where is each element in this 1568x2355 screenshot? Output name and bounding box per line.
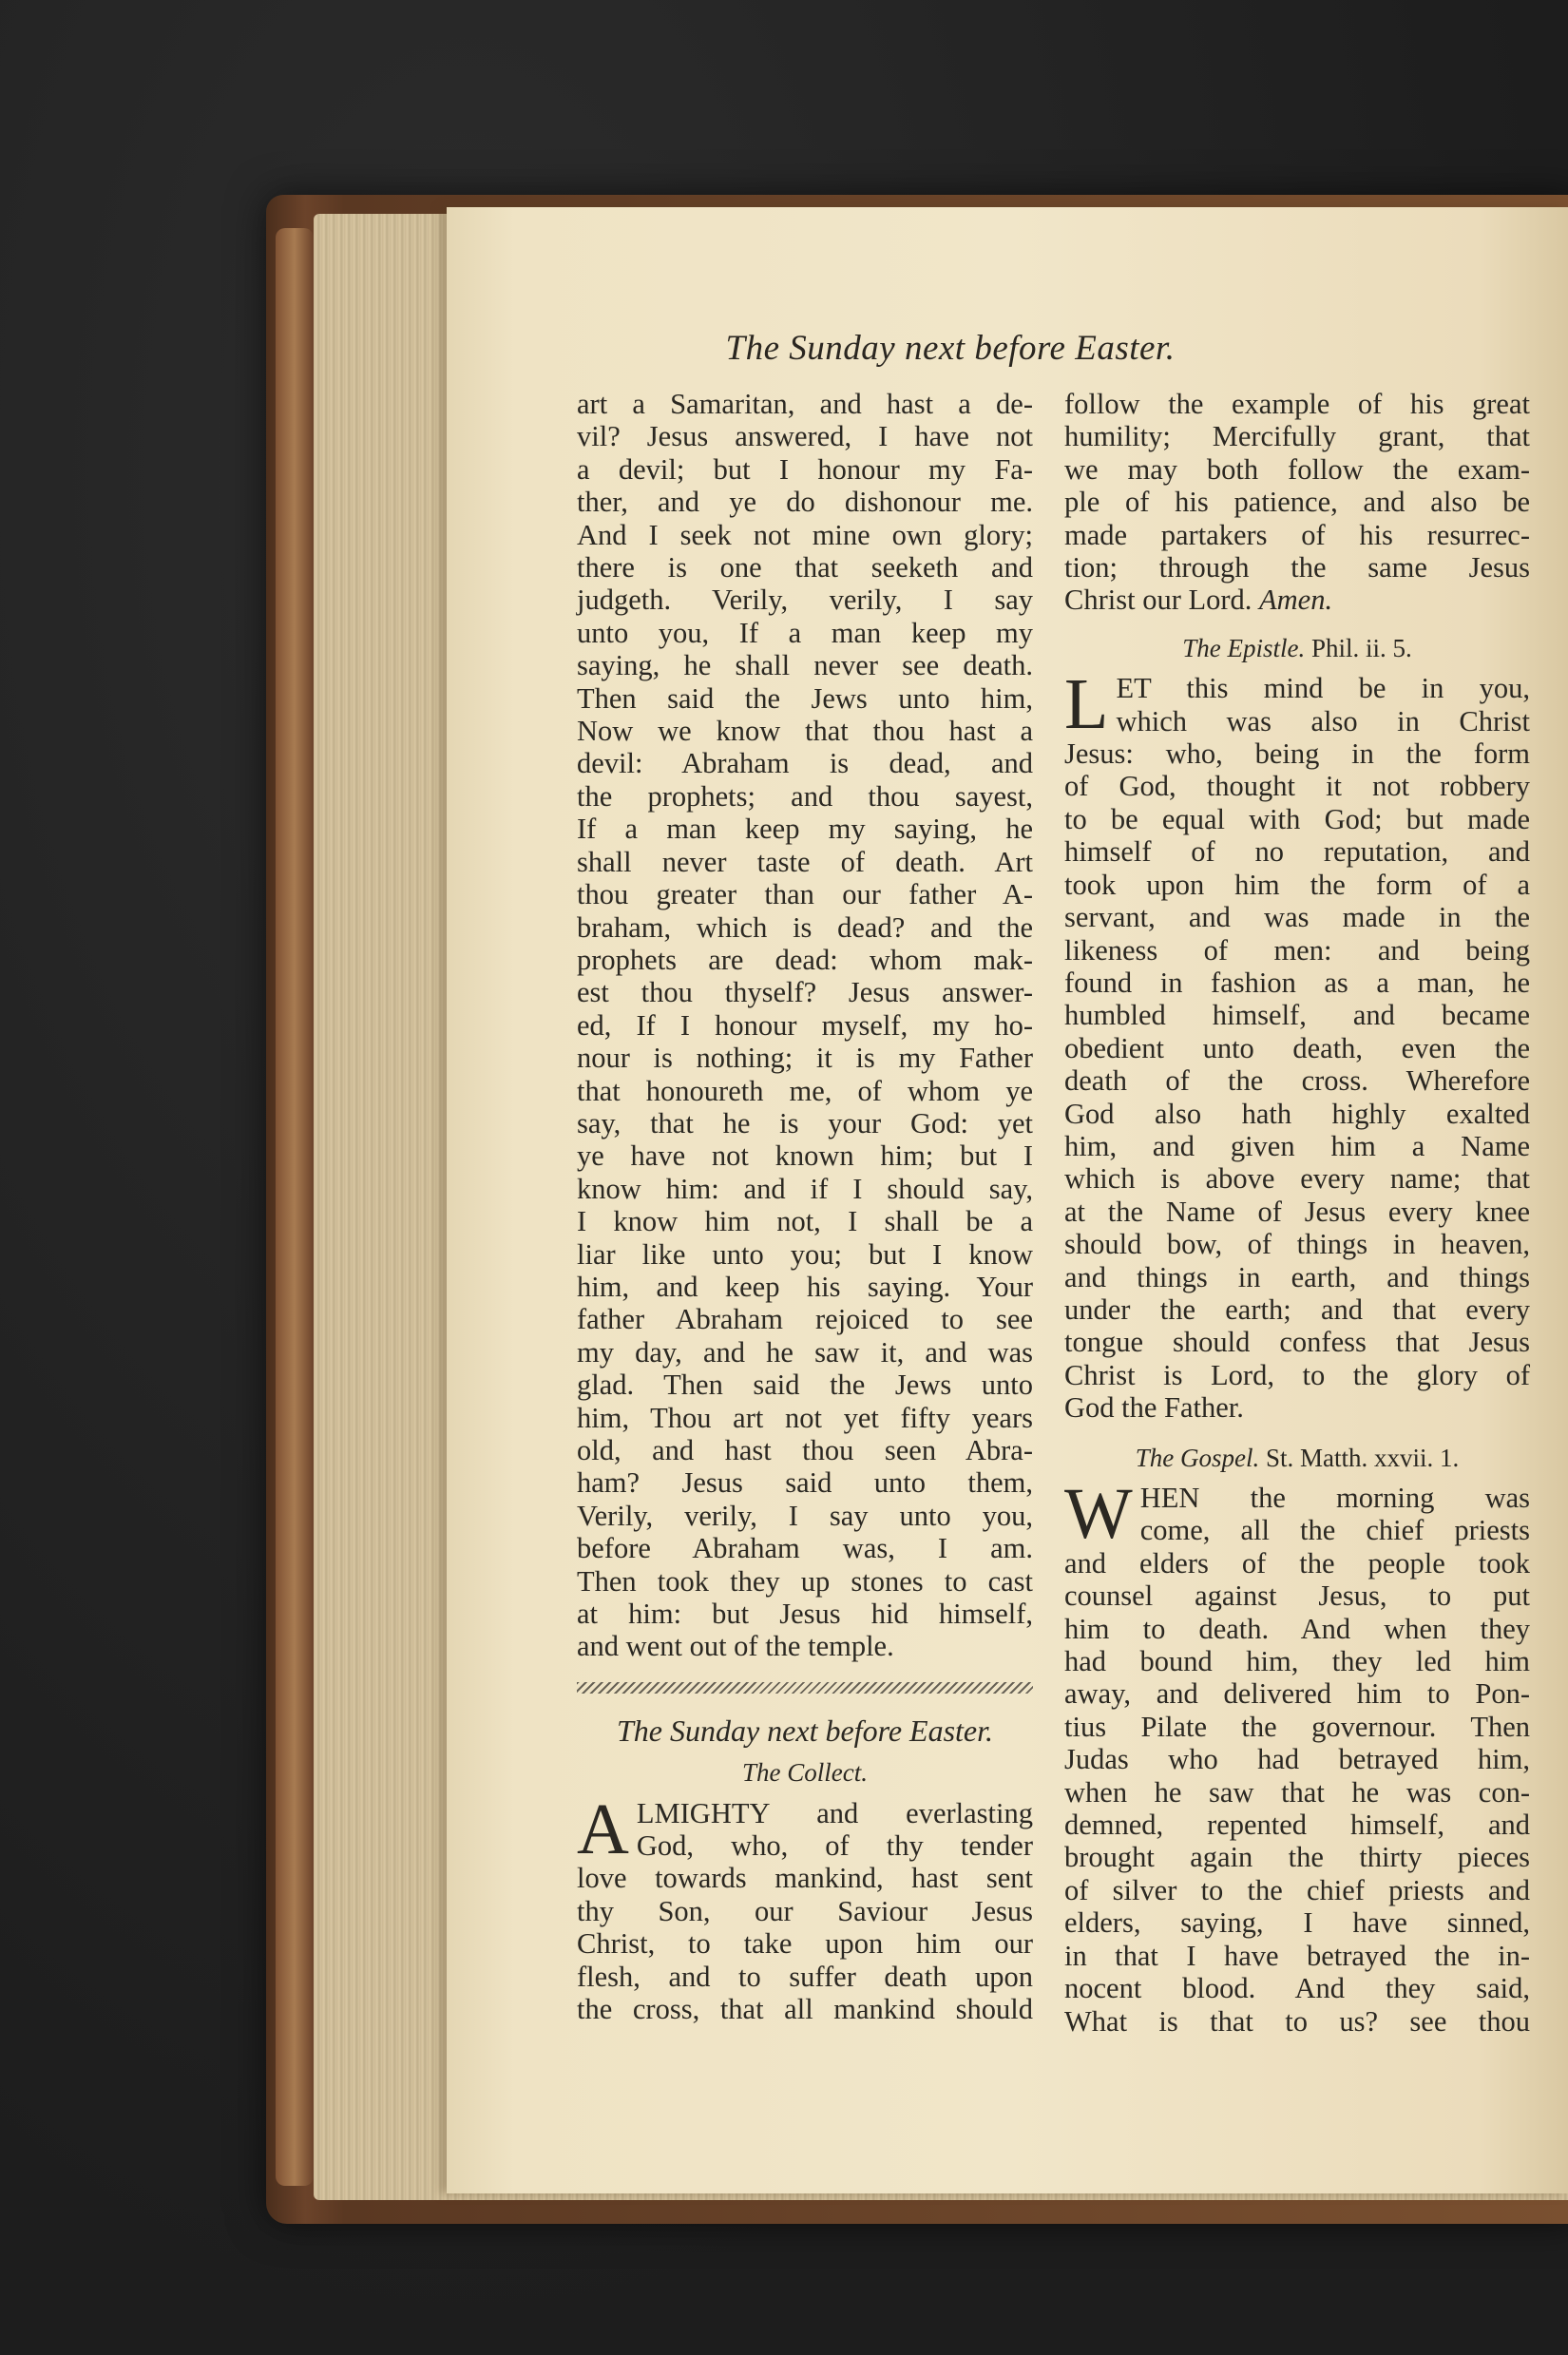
text-line: tongue should confess that Jesus [1064,1326,1530,1359]
text-line: humility; Mercifully grant, that [1064,420,1530,453]
text-line: humbled himself, and became [1064,999,1530,1032]
text-line: God also hath highly exalted [1064,1097,1530,1130]
text-line: flesh, and to suffer death upon [577,1960,1033,1993]
collect-continuation [1064,388,1530,584]
text-line: love towards mankind, hast sent [577,1862,1033,1895]
text-line: ed, If I honour myself, my ho- [577,1008,1033,1042]
text-line: servant, and was made in the [1064,901,1530,934]
text-line: Then said the Jews unto him, [577,681,1033,715]
text-line: him, and keep his saying. Your [577,1270,1033,1303]
text-line: Now we know that thou hast a [577,715,1033,748]
text-line: God the Father. [1064,1391,1244,1425]
text-line: before Abraham was, I am. [577,1532,1033,1565]
text-line: which was also in Christ [1116,704,1530,737]
text-line: tion; through the same Jesus [1064,551,1530,584]
text-line: obedient unto death, even the [1064,1031,1530,1064]
text-line: in that I have betrayed the in- [1064,1939,1530,1972]
epistle-text [1064,664,1530,1425]
collect-text [577,1789,1033,2026]
text-line: and went out of the temple. [577,1630,894,1663]
text-line: know him: and if I should say, [577,1172,1033,1205]
text-line: my day, and he saw it, and was [577,1335,1033,1369]
text-line: that honoureth me, of whom ye [577,1074,1033,1107]
epistle-reference: Phil. ii. 5. [1310,633,1412,662]
text-line: say, that he is your God: yet [577,1106,1033,1139]
gospel-heading-label: The Gospel. [1135,1443,1260,1472]
text-line: braham, which is dead? and the [577,910,1033,944]
text-line: vil? Jesus answered, I have not [577,420,1033,453]
text-line: death of the cross. Wherefore [1064,1064,1530,1098]
text-line: him to death. And when they [1064,1612,1530,1645]
text-line: we may both follow the exam- [1064,452,1530,486]
text-line: I know him not, I shall be a [577,1205,1033,1238]
text-line: And I seek not mine own glory; [577,518,1033,551]
text-line: demned, repented himself, and [1064,1809,1530,1842]
text-line: there is one that seeketh and [577,551,1033,584]
collect-closing-line [1064,584,1530,616]
gospel-drop-cap: W [1064,1474,1133,1554]
text-line: nocent blood. And they said, [1064,1972,1530,2005]
text-line: est thou thyself? Jesus answer- [577,976,1033,1009]
text-line: ther, and ye do dishonour me. [577,486,1033,519]
text-line: when he saw that he was con- [1064,1775,1530,1809]
running-head: The Sunday next before Easter. [725,329,1176,368]
text-line: prophets are dead: whom mak- [577,943,1033,976]
epistle-heading [1064,632,1530,664]
text-line: father Abraham rejoiced to see [577,1303,1033,1336]
text-line: made partakers of his resurrec- [1064,518,1530,551]
collect-heading [577,1756,1033,1789]
text-line: nour is nothing; it is my Father [577,1042,1033,1075]
collect-paragraph [577,1789,1033,2026]
collect-drop-cap: A [577,1789,629,1869]
text-line: counsel against Jesus, to put [1064,1580,1530,1613]
text-line: brought again the thirty pieces [1064,1841,1530,1874]
gospel-text [1064,1474,1530,2038]
text-line: to be equal with God; but made [1064,802,1530,835]
gospel-paragraph [1064,1474,1530,2038]
text-line: devil: Abraham is dead, and [577,747,1033,780]
text-line: the cross, that all mankind should [577,1993,1033,2026]
collect-heading-label: The Collect. [742,1758,868,1788]
text-line: LMIGHTY and everlasting [636,1796,1033,1829]
section-title: The Sunday next before Easter. [616,1713,994,1748]
text-line: tius Pilate the governour. Then [1064,1710,1530,1743]
text-line: the prophets; and thou sayest, [577,779,1033,813]
text-line: which is above every name; that [1064,1162,1530,1196]
epistle-heading-label: The Epistle. [1182,633,1306,662]
text-line: found in fashion as a man, he [1064,966,1530,999]
text-line: ple of his patience, and also be [1064,486,1530,519]
gospel-reference: St. Matth. xxvii. 1. [1265,1443,1460,1472]
text-line: follow the example of his great [1064,388,1530,420]
text-line: himself of no reputation, and [1064,835,1530,869]
text-line: thou greater than our father A- [577,878,1033,911]
text-line: him, and given him a Name [1064,1129,1530,1162]
text-line: should bow, of things in heaven, [1064,1228,1530,1261]
text-line: at the Name of Jesus every knee [1064,1195,1530,1228]
text-line: Christ is Lord, to the glory of [1064,1358,1530,1391]
text-line: What is that to us? see thou [1064,2004,1530,2038]
text-line: at him: but Jesus hid himself, [577,1598,1033,1631]
text-line: him, Thou art not yet fifty years [577,1401,1033,1434]
epistle-drop-cap: L [1064,664,1109,745]
text-line: had bound him, they led him [1064,1645,1530,1678]
text-line: shall never taste of death. Art [577,845,1033,878]
text-line: liar like unto you; but I know [577,1237,1033,1271]
text-line: judgeth. Verily, verily, I say [577,584,1033,617]
text-line: Verily, verily, I say unto you, [577,1499,1033,1532]
text-line: Then took they up stones to cast [577,1564,1033,1598]
text-line: HEN the morning was [1139,1482,1530,1514]
text-line: Jesus: who, being in the form [1064,737,1530,771]
gospel-continuation [577,388,1033,1663]
text-line: a devil; but I honour my Fa- [577,452,1033,486]
text-line: and elders of the people took [1064,1546,1530,1580]
text-line: glad. Then said the Jews unto [577,1369,1033,1402]
text-line: thy Son, our Saviour Jesus [577,1894,1033,1927]
text-line: likeness of men: and being [1064,933,1530,967]
text-line: God, who, of thy tender [636,1829,1033,1863]
text-line: Judas who had betrayed him, [1064,1743,1530,1776]
amen: Amen. [1259,584,1333,617]
text-line: took upon him the form of a [1064,868,1530,901]
text-line: Christ, to take upon him our [577,1927,1033,1961]
text-line: If a man keep my saying, he [577,813,1033,846]
text-line: old, and hast thou seen Abra- [577,1434,1033,1466]
text-line: of silver to the chief priests and [1064,1873,1530,1906]
text-line: ye have not known him; but I [577,1139,1033,1173]
cover-edge-highlight [276,228,314,2186]
text-line: ET this mind be in you, [1116,672,1530,705]
collect-last-line: Christ our Lord. [1064,584,1252,617]
text-line: saying, he shall never see death. [577,649,1033,682]
text-line: unto you, If a man keep my [577,616,1033,649]
text-line: come, all the chief priests [1139,1514,1530,1547]
right-column [1064,388,1530,2038]
epistle-paragraph [1064,664,1530,1425]
text-line: elders, saying, I have sinned, [1064,1906,1530,1940]
text-line: ham? Jesus said unto them, [577,1466,1033,1500]
text-line: of God, thought it not robbery [1064,770,1530,803]
text-line: art a Samaritan, and hast a de- [577,388,1033,420]
left-column [577,388,1033,2026]
gospel-heading [1064,1442,1530,1474]
ornamental-rule [577,1682,1033,1694]
text-line: away, and delivered him to Pon- [1064,1677,1530,1711]
text-line: and things in earth, and things [1064,1260,1530,1293]
text-line: under the earth; and that every [1064,1292,1530,1326]
